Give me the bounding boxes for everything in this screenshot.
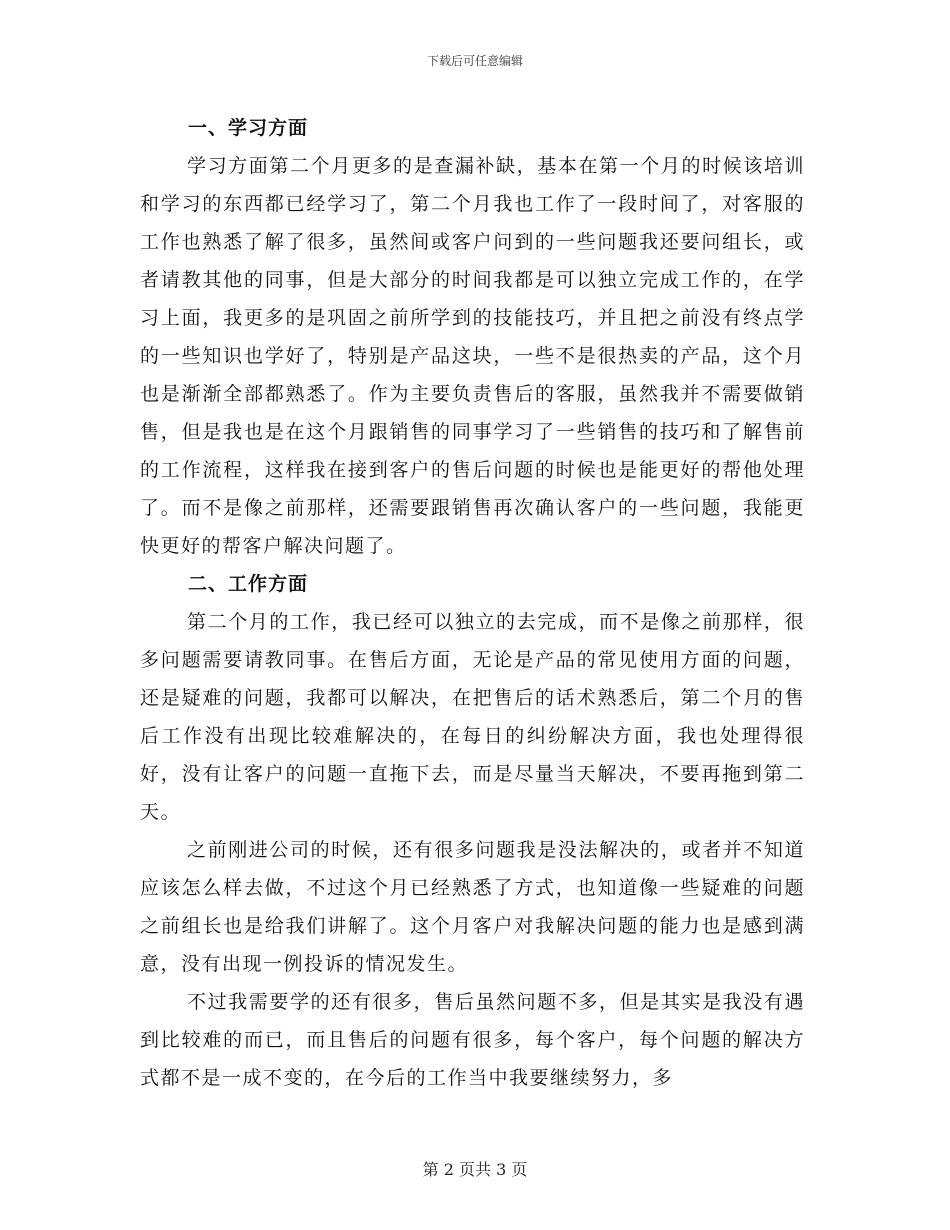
paragraph-work-2: 之前刚进公司的时候，还有很多问题我是没法解决的，或者并不知道应该怎么样去做，不过这个月已经熟悉了方式，也知道像一些疑难的问题之前组长也是给我们讲解了。这个月客户对我解决问题的能力也是感到满意，没有出现一例投诉的情况发生。 xyxy=(140,839,805,975)
section-heading-study: 一、学习方面 xyxy=(188,117,309,139)
page-header: 下载后可任意编辑 xyxy=(426,54,523,68)
document-body xyxy=(140,109,805,1097)
paragraph-work-3: 不过我需要学的还有很多，售后虽然问题不多，但是其实是我没有遇到比较难的而已，而且售后的问题有很多，每个客户，每个问题的解决方式都不是一成不变的，在今后的工作当中我要继续努力，多 xyxy=(140,991,805,1089)
paragraph-work-1: 第二个月的工作，我已经可以独立的去完成，而不是像之前那样，很多问题需要请教同事。在售后方面，无论是产品的常见使用方面的问题，还是疑难的问题，我都可以解决，在把售后的话术熟悉后，第二个月的售后工作没有出现比较难解决的，在每日的纠纷解决方面，我也处理得很好，没有让客户的问题一直拖下去，而是尽量当天解决，不要再拖到第二天。 xyxy=(140,611,805,823)
section-heading-work: 二、工作方面 xyxy=(188,573,309,595)
paragraph-study: 学习方面第二个月更多的是查漏补缺，基本在第一个月的时候该培训和学习的东西都已经学习了，第二个月我也工作了一段时间了，对客服的工作也熟悉了解了很多，虽然间或客户问到的一些问题我还要问组长，或者请教其他的同事，但是大部分的时间我都是可以独立完成工作的，在学习上面，我更多的是巩固之前所学到的技能技巧，并且把之前没有终点学的一些知识也学好了，特别是产品这块，一些不是很热卖的产品，这个月也是渐渐全部都熟悉了。作为主要负责售后的客服，虽然我并不需要做销售，但是我也是在这个月跟销售的同事学习了一些销售的技巧和了解售前的工作流程，这样我在接到客户的售后问题的时候也是能更好的帮他处理了。而不是像之前那样，还需要跟销售再次确认客户的一些问题，我能更快更好的帮客户解决问题了。 xyxy=(140,155,805,557)
page-footer: 第 2 页共 3 页 xyxy=(422,1160,528,1179)
